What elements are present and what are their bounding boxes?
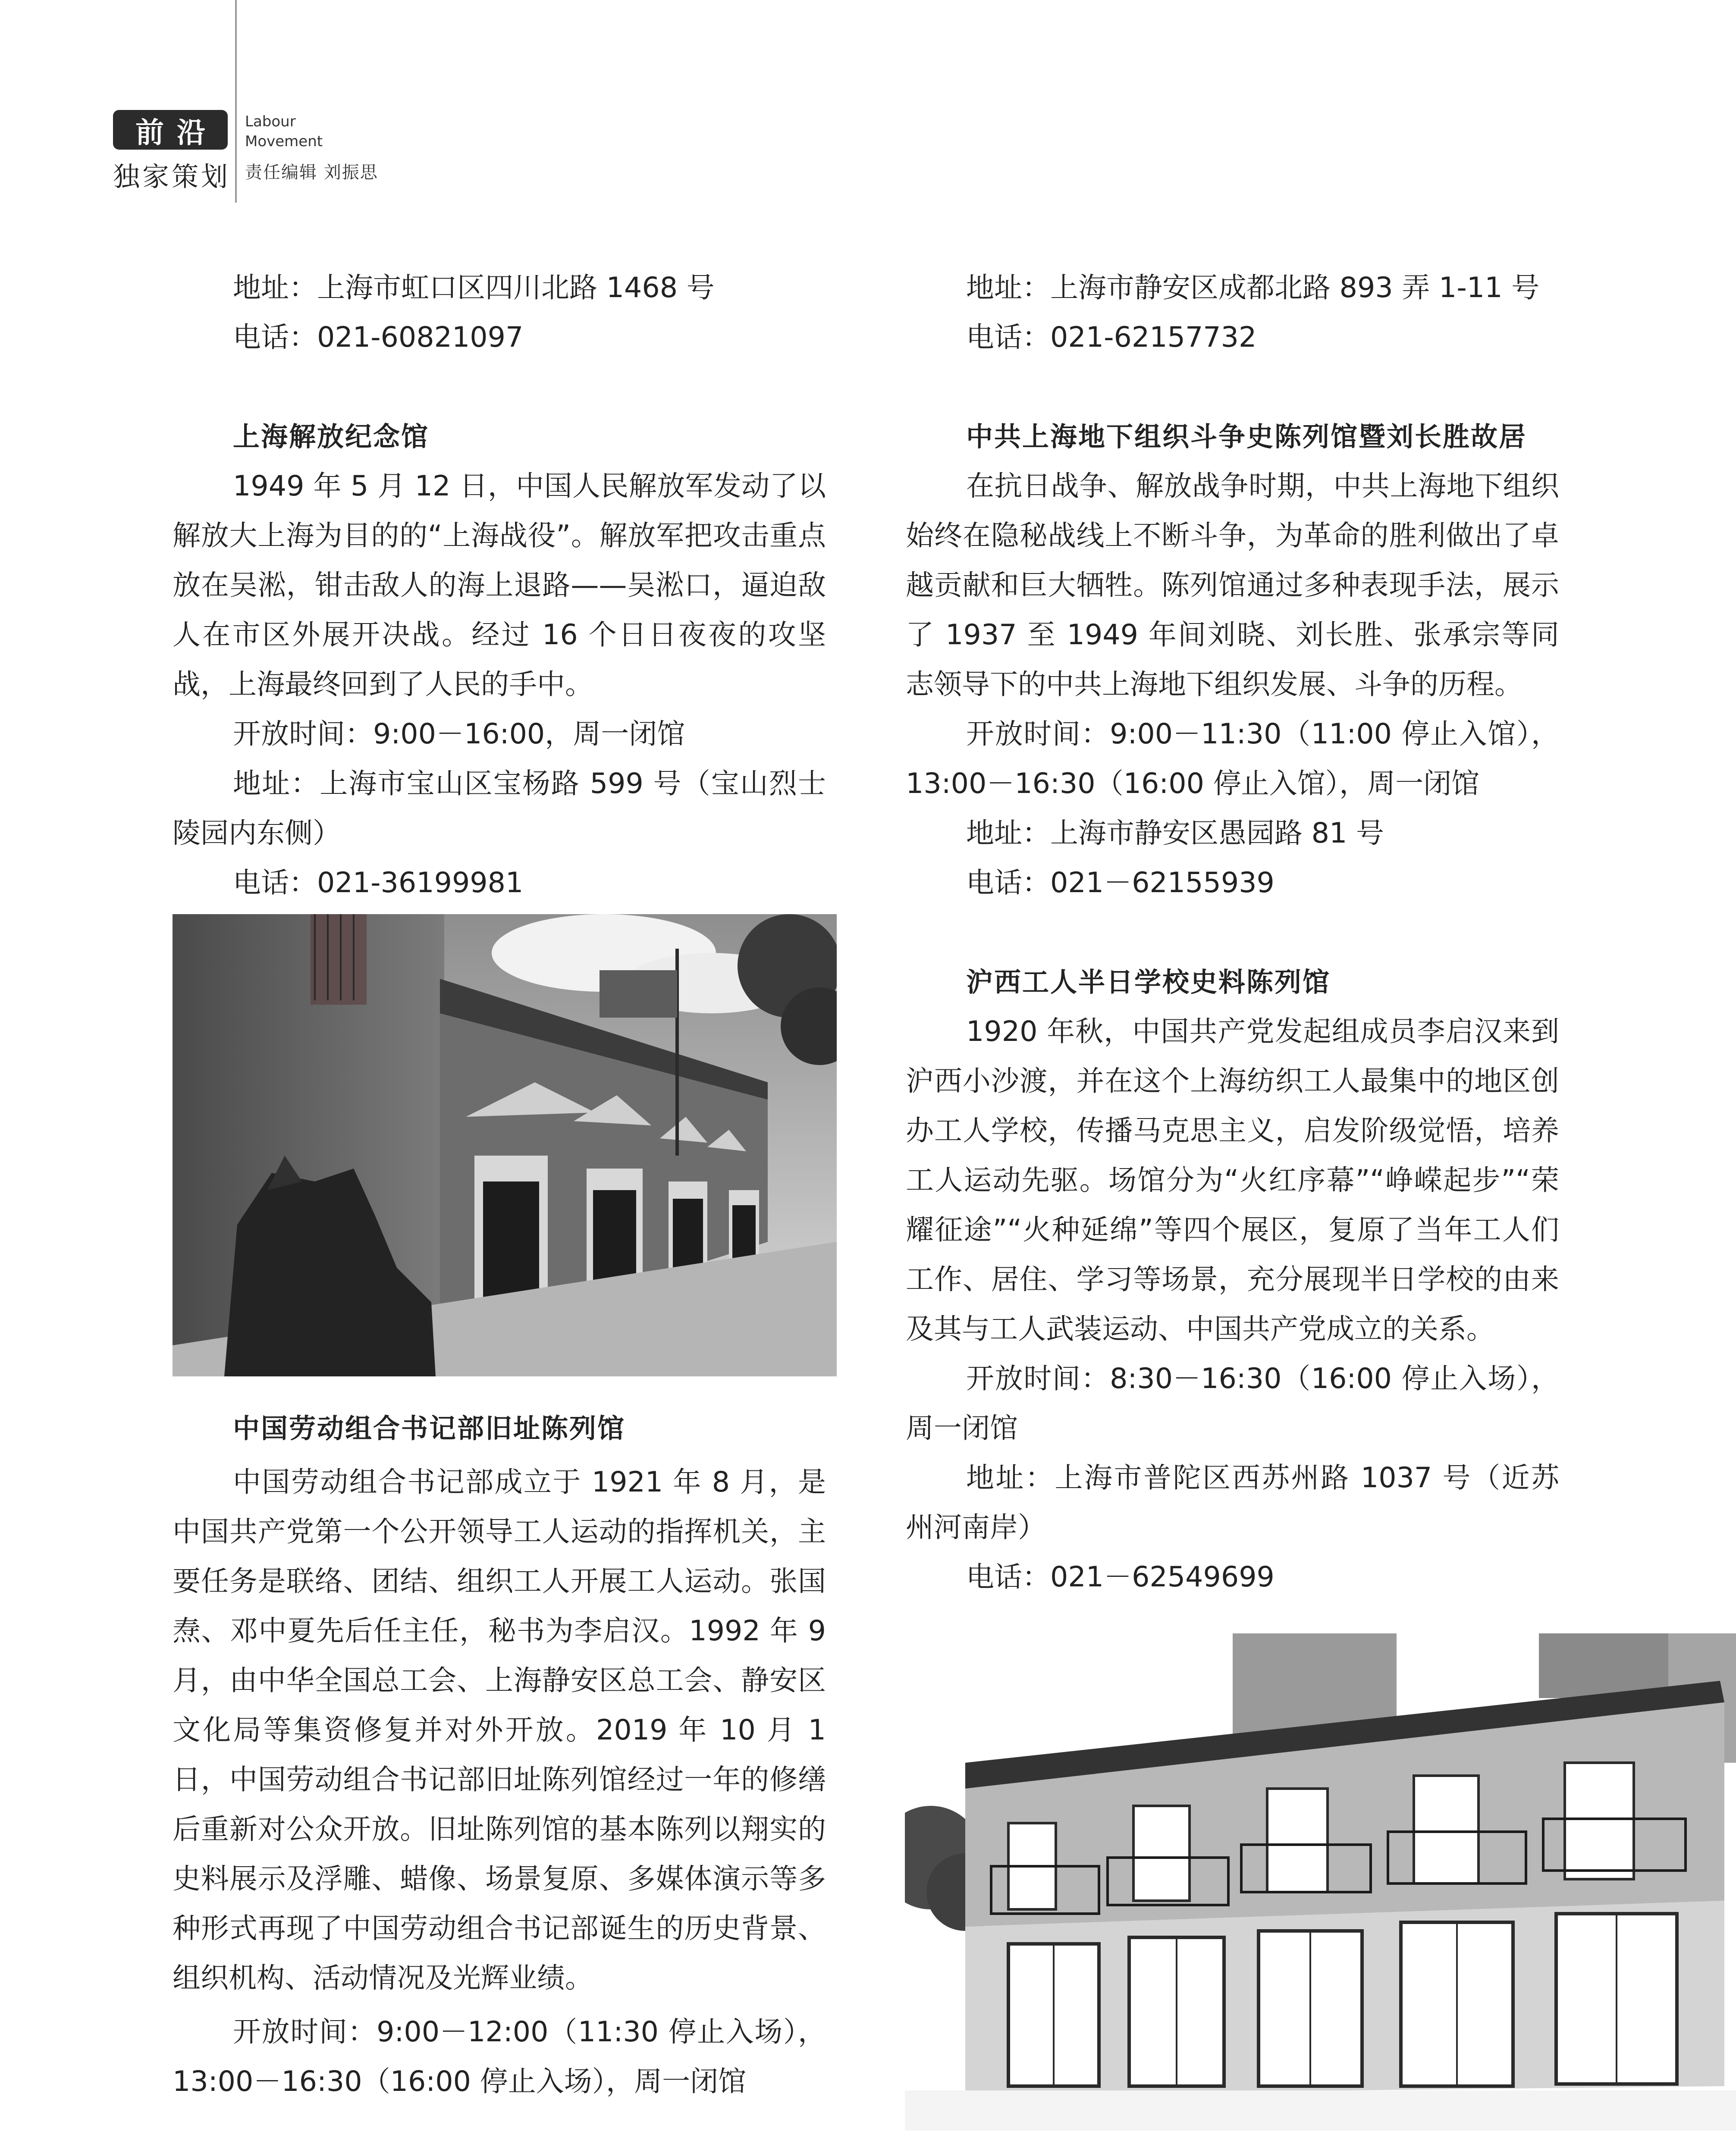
- museum-address: 地址：上海市普陀区西苏州路 1037 号（近苏州河南岸）: [906, 1462, 1559, 1544]
- museum-body: 在抗日战争、解放战争时期，中共上海地下组织始终在隐秘战线上不断斗争，为革命的胜利做出了卓越贡献和巨大牺牲。陈列馆通过多种表现手法，展示了 1937 至 1949 年间刘晓、刘长胜、张承宗等同志领导下的中共上海地下组织发展、斗争的历程。: [906, 470, 1559, 701]
- right-column: [906, 263, 1559, 1602]
- left-column: [173, 263, 826, 908]
- section-name: 独家策划: [113, 161, 231, 192]
- museum-title: 中国劳动组合书记部旧址陈列馆: [233, 1413, 626, 1444]
- museum-photo-halfday-school: [905, 1633, 1736, 2131]
- header-divider-line: [235, 0, 237, 203]
- prev-phone: 电话：021-60821097: [233, 321, 524, 354]
- prev-phone: 电话：021-62157732: [966, 321, 1257, 354]
- editor-credit: 责任编辑 刘振思: [245, 163, 378, 182]
- left-column-lower: [173, 1404, 826, 2106]
- museum-body: 1920 年秋，中国共产党发起组成员李启汉来到沪西小沙渡，并在这个上海纺织工人最集中的地区创办工人学校，传播马克思主义，启发阶级觉悟，培养工人运动先驱。场馆分为“火红序幕”“峥嵘起步”“荣耀征途”“火种延绵”等四个展区，复原了当年工人们工作、居住、学习等场景，充分展现半日学校的由来及其与工人武装运动、中国共产党成立的关系。: [906, 1015, 1559, 1345]
- museum-address: 地址：上海市宝山区宝杨路 599 号（宝山烈士陵园内东侧）: [173, 768, 826, 849]
- museum-body: 中国劳动组合书记部成立于 1921 年 8 月，是中国共产党第一个公开领导工人运动的指挥机关，主要任务是联络、团结、组织工人开展工人运动。张国焘、邓中夏先后任主任，秘书为李启汉。1992 年 9 月，由中华全国总工会、上海静安区总工会、静安区文化局等集资修复并对外开放。2019 年 10 月 1 日，中国劳动组合书记部旧址陈列馆经过一年的修缮后重新对公众开放。旧址陈列馆的基本陈列以翔实的史料展示及浮雕、蜡像、场景复原、多媒体演示等多种形式再现了中国劳动组合书记部诞生的历史背景、组织机构、活动情况及光辉业绩。: [173, 1466, 826, 1994]
- museum-title: 上海解放纪念馆: [233, 421, 430, 452]
- museum-hours: 开放时间：9:00－12:00（11:30 停止入场），13:00－16:30（16:00 停止入场），周一闭馆: [173, 2016, 826, 2098]
- museum-body: 1949 年 5 月 12 日，中国人民解放军发动了以解放大上海为目的的“上海战役”。解放军把攻击重点放在吴淞，钳击敌人的海上退路——吴淞口，逼迫敌人在市区外展开决战。经过 16 个日日夜夜的攻坚战，上海最终回到了人民的手中。: [173, 470, 826, 701]
- prev-address: 地址：上海市虹口区四川北路 1468 号: [233, 272, 715, 304]
- museum-hours: 开放时间：9:00－16:00，周一闭馆: [233, 718, 685, 750]
- section-badge: 前沿: [113, 110, 228, 150]
- museum-hours: 开放时间：9:00－11:30（11:00 停止入馆），13:00－16:30（16:00 停止入馆），周一闭馆: [906, 718, 1559, 800]
- prev-address: 地址：上海市静安区成都北路 893 弄 1-11 号: [966, 272, 1540, 304]
- museum-phone: 电话：021-36199981: [233, 867, 524, 899]
- section-english-line2: Movement: [245, 133, 323, 150]
- museum-title: 沪西工人半日学校史料陈列馆: [966, 966, 1331, 998]
- section-english-line1: Labour: [245, 113, 296, 130]
- museum-title: 中共上海地下组织斗争史陈列馆暨刘长胜故居: [966, 421, 1527, 452]
- museum-address: 地址：上海市静安区愚园路 81 号: [966, 817, 1384, 849]
- museum-photo-liberation: [173, 914, 837, 1376]
- museum-phone: 电话：021－62549699: [966, 1561, 1275, 1593]
- museum-phone: 电话：021－62155939: [966, 867, 1275, 899]
- museum-hours: 开放时间：8:30－16:30（16:00 停止入场），周一闭馆: [906, 1363, 1559, 1445]
